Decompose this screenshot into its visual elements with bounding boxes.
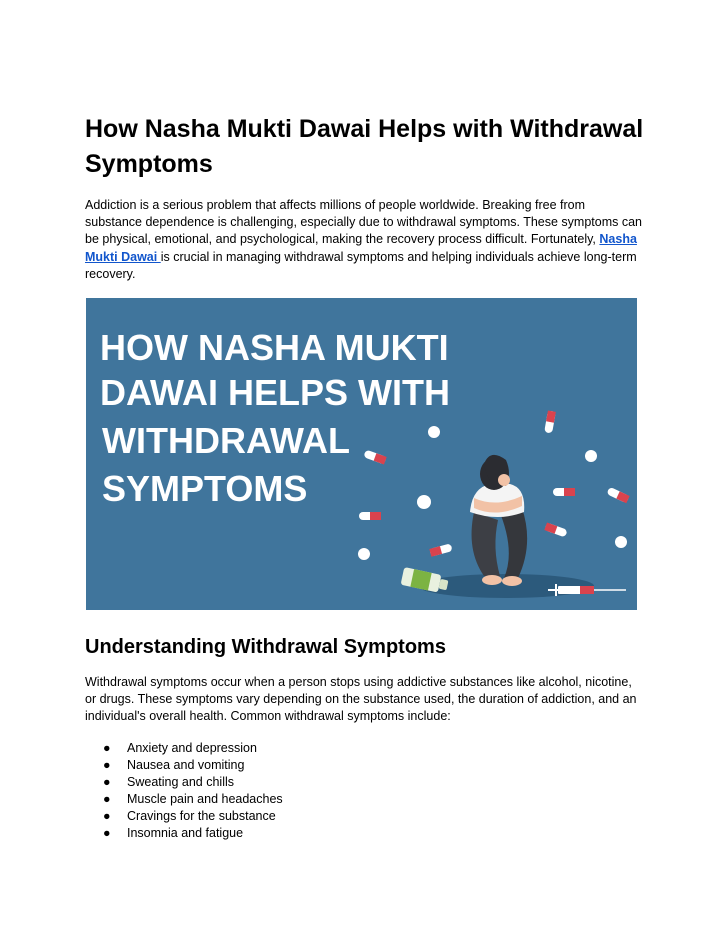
list-item <box>85 740 283 757</box>
hero-illustration <box>86 298 637 610</box>
list-item-text: Cravings for the substance <box>127 809 276 824</box>
sad-person-illustration <box>470 455 527 586</box>
page-title: How Nasha Mukti Dawai Helps with Withdrawal Symptoms <box>85 115 644 178</box>
intro-text-end: is crucial in managing withdrawal symptoms and helping individuals achieve long-term recovery. <box>85 249 637 281</box>
list-item-text: Muscle pain and headaches <box>127 792 283 807</box>
list-item <box>85 774 283 791</box>
bullet-icon: ● <box>103 741 111 755</box>
bullet-icon: ● <box>103 809 111 824</box>
hero-line-4: SYMPTOMS <box>102 468 308 509</box>
symptoms-list <box>85 740 283 843</box>
list-item-text: Sweating and chills <box>127 775 235 790</box>
intro-text-start: Addiction is a serious problem that affects millions of people worldwide. Breaking free from substance dependence is challenging, especially due to withdrawal symptoms. These symptoms can be physical, emotional, and psychological, making the recovery process difficult. Fortunately, <box>85 198 643 247</box>
hero-image <box>86 298 637 610</box>
list-item <box>85 757 283 774</box>
section-heading: Understanding Withdrawal Symptoms <box>85 636 446 658</box>
list-item-text: Insomnia and fatigue <box>127 826 244 841</box>
list-item <box>85 808 283 825</box>
list-item <box>85 825 283 842</box>
hero-line-3: WITHDRAWAL <box>102 420 350 461</box>
intro-paragraph <box>85 197 645 283</box>
hero-line-2: DAWAI HELPS WITH <box>100 372 450 413</box>
bullet-icon: ● <box>103 775 111 790</box>
bullet-icon: ● <box>103 792 111 807</box>
nasha-mukti-dawai-link[interactable]: Nasha Mukti Dawai <box>85 232 637 264</box>
list-item-text: Anxiety and depression <box>127 741 257 755</box>
list-item-text: Nausea and vomiting <box>127 758 245 773</box>
section-paragraph: Withdrawal symptoms occur when a person stops using addictive substances like alcohol, nicotine, or drugs. These symptoms vary depending on the substance used, the duration of addiction, and an individual's overall health. Common withdrawal symptoms include: <box>85 675 637 724</box>
hero-line-1: HOW NASHA MUKTI <box>100 327 449 368</box>
bullet-icon: ● <box>103 826 111 841</box>
bullet-icon: ● <box>103 758 111 773</box>
list-item <box>85 791 283 808</box>
